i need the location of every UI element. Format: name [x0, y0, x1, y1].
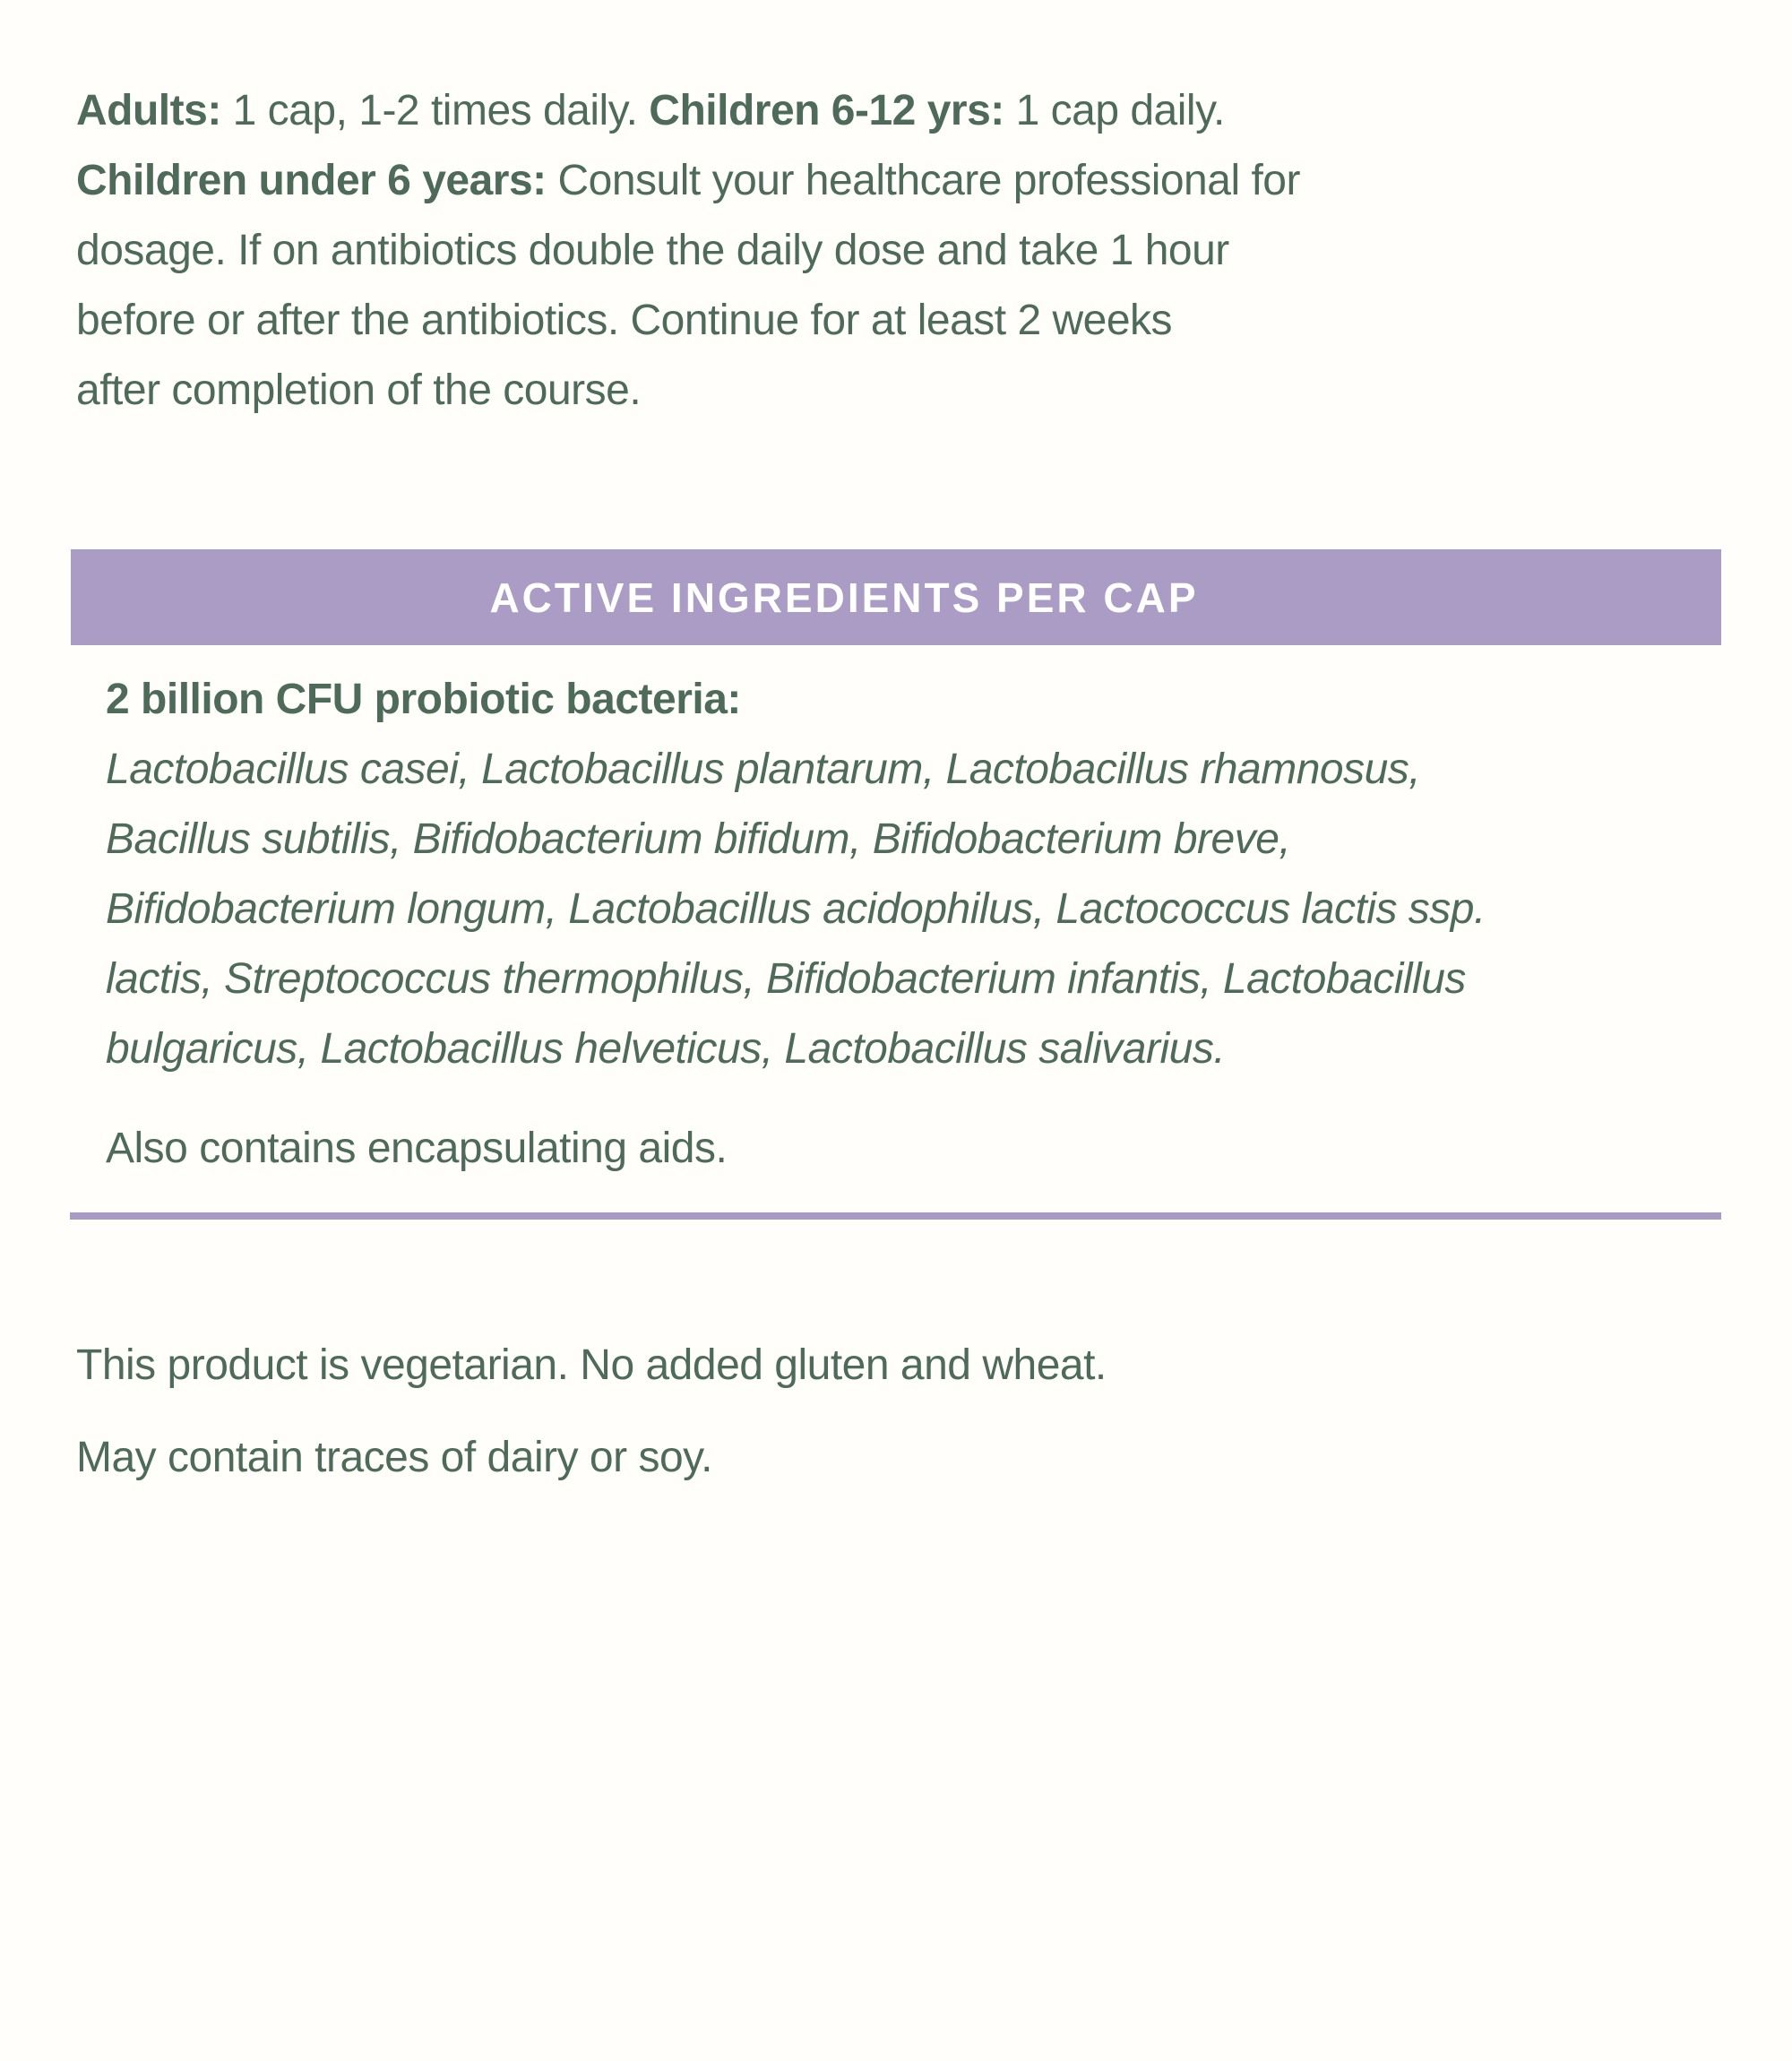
section-divider — [70, 1212, 1721, 1220]
dosage-line-text: 1 cap, 1-2 times daily. — [220, 87, 650, 134]
dosage-line — [76, 76, 1300, 146]
dosage-instructions — [76, 76, 1300, 426]
probiotic-count-heading: 2 billion CFU probiotic bacteria: — [106, 676, 741, 723]
strain-list — [106, 735, 1486, 1084]
strain-line: Lactobacillus casei, Lactobacillus plantarum, Lactobacillus rhamnosus, — [106, 746, 1421, 793]
active-ingredients-banner — [71, 549, 1721, 645]
dosage-line-bold-text: Adults: — [76, 87, 221, 134]
allergen-statement: May contain traces of dairy or soy. — [76, 1434, 712, 1481]
dosage-line — [76, 216, 1300, 286]
dosage-line — [76, 286, 1300, 356]
dosage-line-text: Consult your healthcare professional for — [546, 157, 1300, 204]
dosage-line-bold-text: Children under 6 years: — [76, 157, 547, 204]
dosage-line-text: 1 cap daily. — [1004, 87, 1225, 134]
dosage-line — [76, 356, 1300, 426]
active-ingredients-section — [106, 665, 1486, 1084]
strain-line: Bifidobacterium longum, Lactobacillus acidophilus, Lactococcus lactis ssp. — [106, 885, 1486, 933]
dosage-line — [76, 146, 1300, 216]
dosage-line-text: before or after the antibiotics. Continue for at least 2 weeks — [76, 297, 1173, 344]
dosage-line-bold-text: Children 6-12 yrs: — [649, 87, 1004, 134]
dosage-line-text: dosage. If on antibiotics double the daily dose and take 1 hour — [76, 227, 1229, 274]
dosage-line-text: after completion of the course. — [76, 366, 642, 414]
encapsulating-aids-note: Also contains encapsulating aids. — [106, 1125, 728, 1172]
active-ingredients-banner-title: ACTIVE INGREDIENTS PER CAP — [489, 573, 1199, 621]
strain-line: Bacillus subtilis, Bifidobacterium bifidum, Bifidobacterium breve, — [106, 815, 1291, 863]
strain-line: lactis, Streptococcus thermophilus, Bifidobacterium infantis, Lactobacillus — [106, 955, 1466, 1003]
strain-line: bulgaricus, Lactobacillus helveticus, Lactobacillus salivarius. — [106, 1025, 1226, 1073]
vegetarian-statement: This product is vegetarian. No added gluten and wheat. — [76, 1341, 1107, 1389]
